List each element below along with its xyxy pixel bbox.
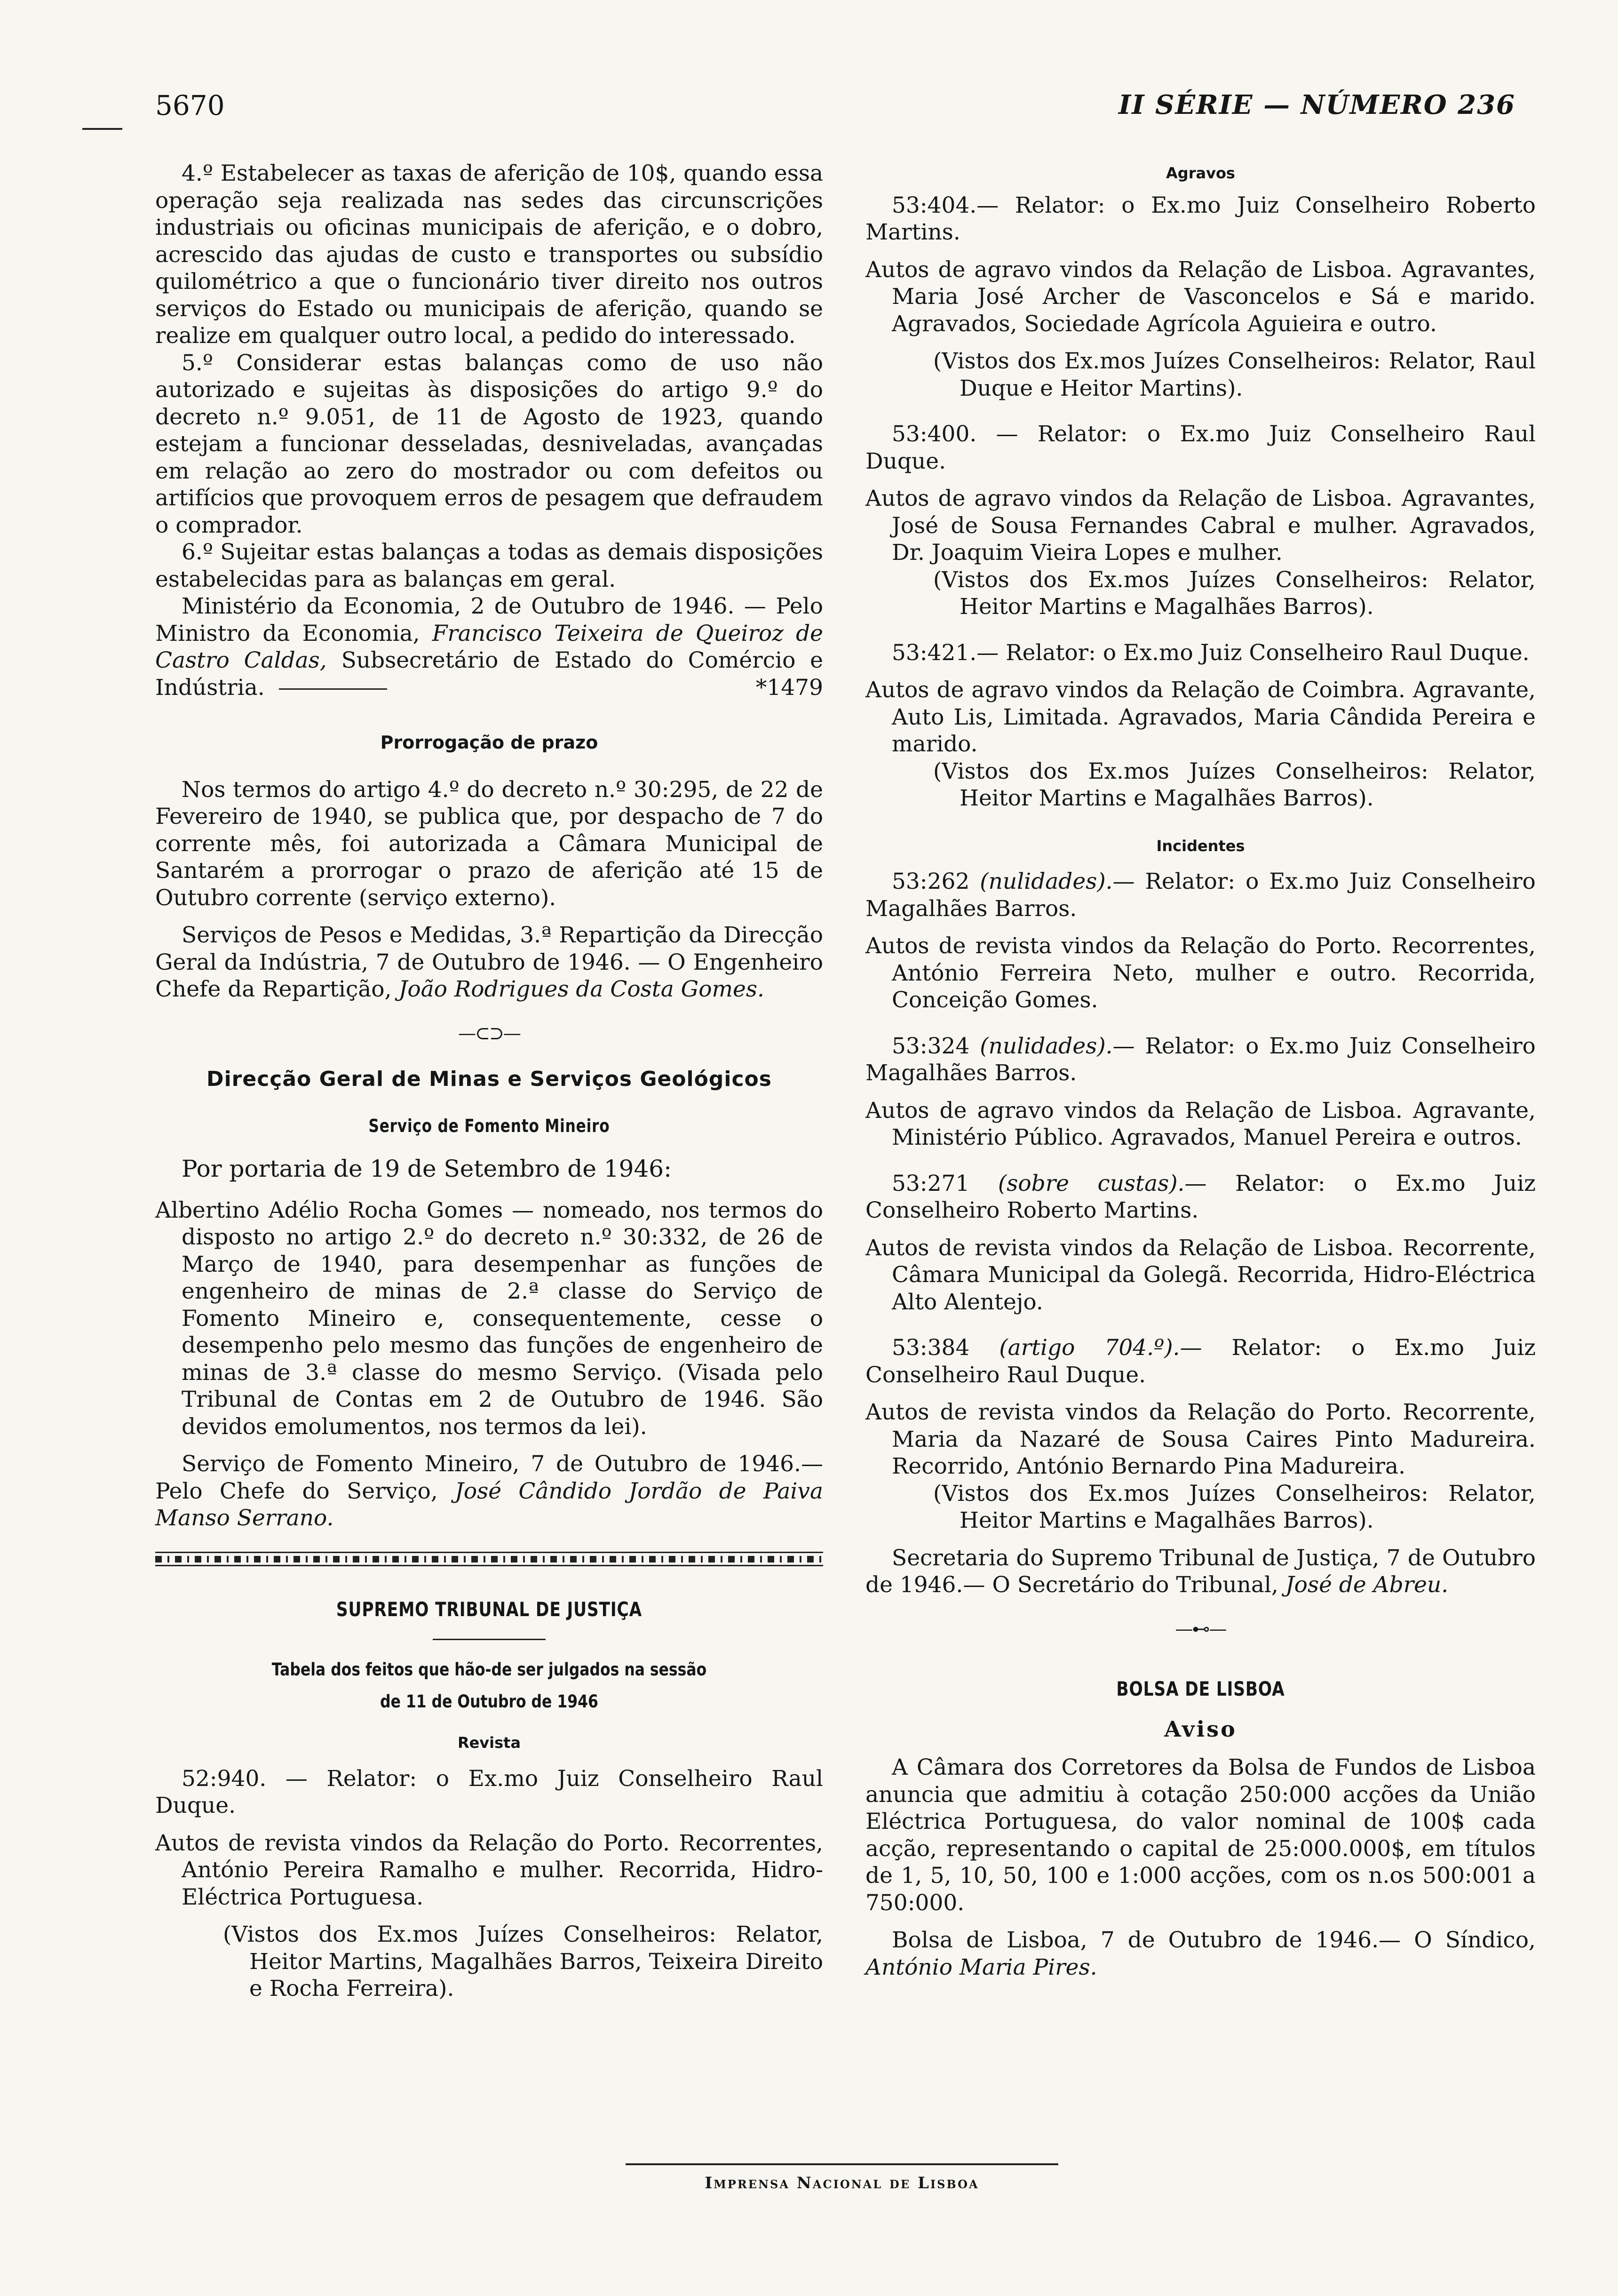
- tabela-line-2: de 11 de Outubro de 1946: [380, 1691, 598, 1712]
- ministry-sig-text: Ministério da Economia, 2 de Outubro de 1946. — Pelo Ministro da Economia,: [155, 593, 823, 646]
- ministry-signature: [155, 593, 823, 701]
- minas-body: Albertino Adélio Rocha Gomes — nomeado, nos termos do disposto no artigo 2.º do decreto n.º 30:332, de 26 de Março de 1940, para desempenhar as funções de engenheiro de minas de 2.ª classe do Serviço de Fomento Mineiro e, consequentemente, cesse o desempenho pelo mesmo das funções de engenheiro de minas de 3.ª classe do mesmo Serviço. (Visada pelo Tribunal de Contas em 2 de Outubro de 1946. São devidos emolumentos, nos termos da lei).: [155, 1197, 823, 1440]
- incidente-53271-head: [865, 1170, 1536, 1224]
- bolsa-sig-text: Bolsa de Lisboa, 7 de Outubro de 1946.— O Síndico,: [892, 1927, 1536, 1953]
- incidente-tag: (nulidades).: [980, 1033, 1113, 1059]
- agravo-53400-vistos: (Vistos dos Ex.mos Juízes Conselheiros: Relator, Heitor Martins e Magalhães Barros).: [933, 566, 1536, 620]
- left-column: [155, 160, 823, 2002]
- portaria-line: Por portaria de 19 de Setembro de 1946:: [182, 1155, 672, 1182]
- bolsa-signature: [865, 1927, 1536, 1981]
- incidente-53324-body: Autos de agravo vindos da Relação de Lisboa. Agravante, Ministério Público. Agravados, Manuel Pereira e outros.: [865, 1097, 1536, 1150]
- minas-subtitle: Serviço de Fomento Mineiro: [368, 1115, 610, 1136]
- printer-imprint: Imprensa Nacional de Lisboa: [705, 2174, 979, 2192]
- series-heading: II SÉRIE — NÚMERO 236: [1118, 89, 1515, 120]
- ministry-sig-name: Francisco Teixeira de Queiroz de Castro Caldas,: [155, 620, 823, 673]
- minas-sig-name: José Cândido Jordão de Paiva Manso Serrano.: [155, 1478, 823, 1531]
- right-column: [865, 160, 1536, 1981]
- agravo-53404-vistos: (Vistos dos Ex.mos Juízes Conselheiros: Relator, Raul Duque e Heitor Martins).: [933, 348, 1536, 401]
- incidente-tag: (nulidades).: [980, 869, 1113, 894]
- prorrogacao-sig-name: João Rodrigues da Costa Gomes.: [398, 976, 764, 1002]
- agravo-53421-head: 53:421.— Relator: o Ex.mo Juiz Conselheiro Raul Duque.: [892, 639, 1530, 666]
- incidente-tag: (sobre custas).: [998, 1170, 1185, 1196]
- incidente-53262-body: Autos de revista vindos da Relação do Porto. Recorrentes, António Ferreira Neto, mulher e outro. Recorrida, Conceição Gomes.: [865, 933, 1536, 1013]
- incidente-tag: (artigo 704.º).: [999, 1335, 1180, 1361]
- incidente-53384-body: Autos de revista vindos da Relação do Porto. Recorrente, Maria da Nazaré de Sousa Caires Pinto Madureira. Recorrido, António Bernardo Pina Madureira.: [865, 1399, 1536, 1479]
- minas-signature: [155, 1451, 823, 1532]
- ministry-ref: *1479: [755, 674, 823, 701]
- agravo-53400-head: 53:400. — Relator: o Ex.mo Juiz Conselheiro Raul Duque.: [865, 421, 1536, 474]
- incidente-number: 53:271: [892, 1170, 970, 1196]
- incidente-number: 53:262: [892, 869, 970, 894]
- agravos-heading: Agravos: [1166, 164, 1235, 182]
- incidente-53384-vistos: (Vistos dos Ex.mos Juízes Conselheiros: Relator, Heitor Martins e Magalhães Barros).: [933, 1480, 1536, 1533]
- incidente-number: 53:324: [892, 1033, 970, 1059]
- short-rule: [433, 1639, 546, 1640]
- page-number: 5670: [155, 89, 225, 121]
- secretaria-sig-name: José de Abreu.: [1285, 1572, 1449, 1598]
- incidente-number: 53:384: [892, 1335, 970, 1361]
- incidente-53384-head: [865, 1334, 1536, 1388]
- incidente-53262-head: [865, 868, 1536, 922]
- secretaria-signature: [865, 1545, 1536, 1599]
- case-52940-body: Autos de revista vindos da Relação do Porto. Recorrentes, António Pereira Ramalho e mulher. Recorrida, Hidro-Eléctrica Portuguesa.: [155, 1830, 823, 1910]
- incidente-relator: — Relator: o Ex.mo Juiz Conselheiro Magalhães Barros.: [865, 1033, 1536, 1086]
- item-4: 4.º Estabelecer as taxas de aferição de 10$, quando essa operação seja realizada nas sedes das circunscrições industriais ou oficinas municipais de aferição, e o dobro, acrescido das ajudas de custo e transportes ou subsídio quilométrico a que o funcionário tiver direito nos outros serviços do Estado ou municipais de aferição, quando se realize em qualquer outro local, a pedido do interessado.: [155, 160, 823, 349]
- prorrogacao-title: Prorrogação de prazo: [380, 732, 598, 753]
- revista-heading: Revista: [457, 1734, 521, 1752]
- ministry-sig-rest: Subsecretário de Estado do Comércio e Indústria.: [155, 647, 823, 701]
- incidentes-heading: Incidentes: [1156, 837, 1245, 855]
- ornamental-rule: [155, 1552, 823, 1568]
- minas-title: Direcção Geral de Minas e Serviços Geológicos: [206, 1067, 772, 1091]
- prorrogacao-sig-text: Serviços de Pesos e Medidas, 3.ª Repartição da Direcção Geral da Indústria, 7 de Outubro de 1946. — O Engenheiro Chefe da Repartição,: [155, 922, 823, 1002]
- inline-rule: [279, 688, 387, 690]
- agravo-53404-body: Autos de agravo vindos da Relação de Lisboa. Agravantes, Maria José Archer de Vasconcelos e Sá e marido. Agravados, Sociedade Agrícola Aguieira e outro.: [865, 256, 1536, 337]
- bolsa-title: BOLSA DE LISBOA: [1116, 1677, 1285, 1700]
- prorrogacao-signature: [155, 922, 823, 1003]
- incidente-relator: — Relator: o Ex.mo Juiz Conselheiro Roberto Martins.: [865, 1170, 1536, 1223]
- supremo-title: SUPREMO TRIBUNAL DE JUSTIÇA: [336, 1597, 642, 1621]
- case-52940-head: 52:940. — Relator: o Ex.mo Juiz Conselheiro Raul Duque.: [155, 1765, 823, 1818]
- header-dash: [82, 128, 122, 130]
- agravo-53421-body: Autos de agravo vindos da Relação de Coimbra. Agravante, Auto Lis, Limitada. Agravados, Maria Cândida Pereira e marido.: [865, 677, 1536, 757]
- item-6: 6.º Sujeitar estas balanças a todas as demais disposições estabelecidas para as balanças em geral.: [155, 539, 823, 592]
- agravo-53400-body: Autos de agravo vindos da Relação de Lisboa. Agravantes, José de Sousa Fernandes Cabral e mulher. Agravados, Dr. Joaquim Vieira Lopes e mulher.: [865, 486, 1536, 566]
- ornament-divider: —⊷—: [1175, 1618, 1226, 1639]
- minas-sig-text: Serviço de Fomento Mineiro, 7 de Outubro de 1946.— Pelo Chefe do Serviço,: [155, 1451, 823, 1504]
- tabela-line-1: Tabela dos feitos que hão-de ser julgados na sessão: [271, 1659, 707, 1680]
- item-5: 5.º Considerar estas balanças como de uso não autorizado e sujeitas às disposições do artigo 9.º do decreto n.º 9.051, de 11 de Agosto de 1923, quando estejam a funcionar desseladas, desniveladas, avançadas em relação ao zero do mostrador ou com defeitos ou artifícios que provoquem erros de pesagem que defraudem o comprador.: [155, 350, 823, 538]
- case-52940-vistos: (Vistos dos Ex.mos Juízes Conselheiros: Relator, Heitor Martins, Magalhães Barros, Teixeira Direito e Rocha Ferreira).: [223, 1921, 824, 2001]
- footer-rule: [626, 2163, 1058, 2165]
- incidente-53324-head: [865, 1033, 1536, 1087]
- bolsa-sig-name: António Maria Pires.: [865, 1954, 1097, 1980]
- incidente-53271-body: Autos de revista vindos da Relação de Lisboa. Recorrente, Câmara Municipal da Golegã. Recorrida, Hidro-Eléctrica Alto Alentejo.: [865, 1235, 1536, 1315]
- incidente-relator: — Relator: o Ex.mo Juiz Conselheiro Magalhães Barros.: [865, 869, 1536, 922]
- agravo-53404-head: 53:404.— Relator: o Ex.mo Juiz Conselheiro Roberto Martins.: [865, 192, 1536, 245]
- secretaria-sig-text: Secretaria do Supremo Tribunal de Justiça, 7 de Outubro de 1946.— O Secretário do Tribunal,: [865, 1545, 1536, 1598]
- incidente-relator: — Relator: o Ex.mo Juiz Conselheiro Raul Duque.: [865, 1335, 1536, 1388]
- ornament-divider: —⊂⊃—: [458, 1022, 520, 1044]
- bolsa-body: A Câmara dos Corretores da Bolsa de Fundos de Lisboa anuncia que admitiu à cotação 250:000 acções da União Eléctrica Portuguesa, do valor nominal de 100$ cada acção, representando o capital de 25:000.000$, em títulos de 1, 5, 10, 50, 100 e 1:000 acções, com os n.os 500:001 a 750:000.: [865, 1754, 1536, 1916]
- agravo-53421-vistos: (Vistos dos Ex.mos Juízes Conselheiros: Relator, Heitor Martins e Magalhães Barros).: [933, 758, 1536, 811]
- prorrogacao-body: Nos termos do artigo 4.º do decreto n.º 30:295, de 22 de Fevereiro de 1940, se publica que, por despacho de 7 do corrente mês, foi autorizada a Câmara Municipal de Santarém a prorrogar o prazo de aferição até 15 de Outubro corrente (serviço externo).: [155, 776, 823, 911]
- aviso-heading: Aviso: [1164, 1716, 1237, 1742]
